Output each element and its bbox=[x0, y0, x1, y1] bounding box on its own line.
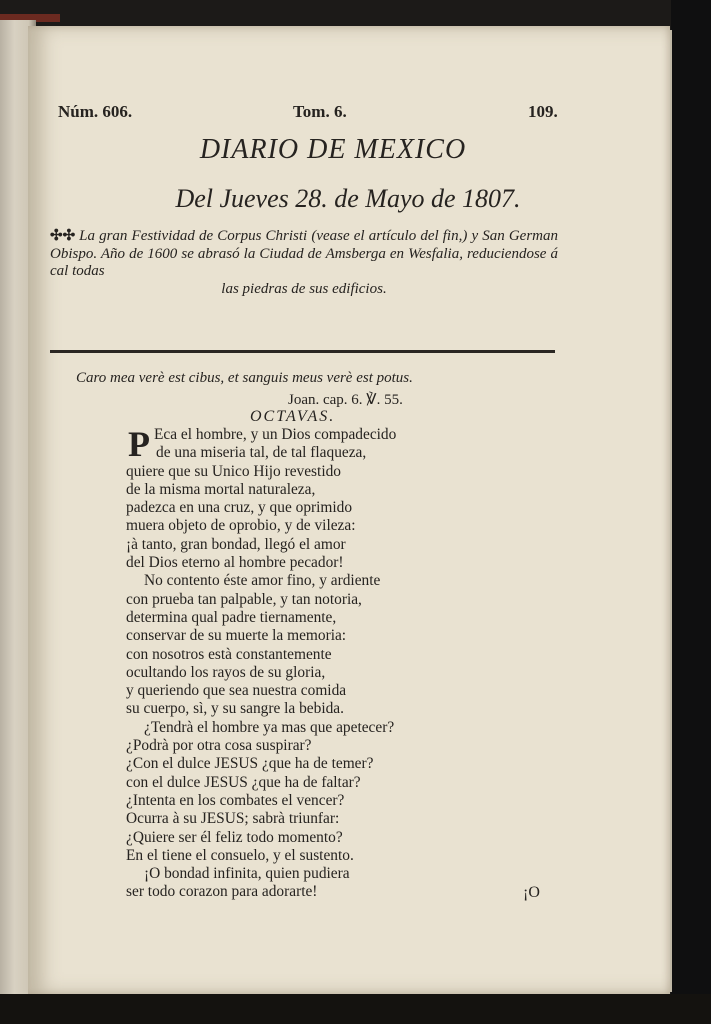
poem-line: En el tiene el consuelo, y el sustento. bbox=[126, 846, 354, 864]
poem-line: con nosotros està constantemente bbox=[126, 645, 332, 663]
poem-heading: OCTAVAS. bbox=[250, 408, 336, 425]
catchword: ¡O bbox=[523, 884, 540, 901]
poem-line: ¿Con el dulce JESUS ¿que ha de temer? bbox=[126, 755, 374, 773]
poem-line: del Dios eterno al hombre pecador! bbox=[126, 554, 344, 572]
divider-rule bbox=[50, 350, 555, 353]
poem-line: ¡O bondad infinita, quien pudiera bbox=[144, 865, 350, 883]
scanner-background bbox=[671, 0, 711, 1024]
poem-line: Eca el hombre, y un Dios compadecido bbox=[154, 426, 397, 443]
poem-line: determina qual padre tiernamente, bbox=[126, 608, 337, 626]
summary-line: Ciudad de Amsberga en Wesfalia, reduciendose á cal todas bbox=[50, 245, 558, 279]
poem-line: de una miseria tal, de tal flaqueza, bbox=[156, 444, 367, 462]
volume-number: Tom. 6. bbox=[293, 102, 347, 121]
latin-epigraph: Caro mea verè est cibus, et sanguis meus verè est potus. bbox=[76, 370, 413, 386]
poem-line: conservar de su muerte la memoria: bbox=[126, 627, 347, 645]
poem-line: ser todo corazon para adorarte! bbox=[126, 883, 318, 901]
poem-body bbox=[126, 426, 506, 902]
poem-line: ¿Intenta en los combates el vencer? bbox=[126, 791, 345, 809]
summary-line: del fin,) y San German Obispo. Año de 1600 se abrasó la bbox=[50, 228, 559, 262]
issue-number: Núm. 606. bbox=[58, 102, 133, 121]
poem-line: ocultando los rayos de su gloria, bbox=[126, 663, 326, 681]
poem-line: y queriendo que sea nuestra comida bbox=[126, 682, 347, 700]
scripture-citation: Joan. cap. 6. ℣. 55. bbox=[288, 392, 403, 408]
cross-mark-icon: ✣✣ bbox=[50, 228, 76, 244]
poem-line: con el dulce JESUS ¿que ha de faltar? bbox=[126, 773, 361, 791]
page-number: 109. bbox=[528, 102, 558, 121]
poem-line: su cuerpo, sì, y su sangre la bebida. bbox=[126, 700, 344, 718]
document-page bbox=[28, 26, 670, 994]
poem-line: Ocurra à su JESUS; sabrà triunfar: bbox=[126, 810, 340, 828]
poem-line: padezca en una cruz, y que oprimido bbox=[126, 499, 353, 517]
day-summary bbox=[50, 228, 558, 298]
poem-line: ¿Podrà por otra cosa suspirar? bbox=[126, 737, 312, 755]
issue-date: Del Jueves 28. de Mayo de 1807. bbox=[175, 184, 521, 213]
poem-line: con prueba tan palpable, y tan notoria, bbox=[126, 590, 362, 608]
summary-line: las piedras de sus edificios. bbox=[221, 280, 387, 297]
poem-line: No contento éste amor fino, y ardiente bbox=[144, 572, 381, 590]
poem-line: ¿Tendrà el hombre ya mas que apetecer? bbox=[144, 718, 395, 736]
poem-line: quiere que su Unico Hijo revestido bbox=[126, 462, 341, 480]
poem-line: muera objeto de oprobio, y de vileza: bbox=[126, 517, 356, 535]
summary-line: La gran Festividad de Corpus Christi (vease el artículo bbox=[79, 228, 417, 244]
drop-cap: P bbox=[128, 424, 150, 464]
poem-line: de la misma mortal naturaleza, bbox=[126, 480, 316, 498]
book-cover-bottom bbox=[0, 994, 711, 1024]
poem-line: ¿Quiere ser él feliz todo momento? bbox=[126, 828, 343, 846]
poem-line: ¡à tanto, gran bondad, llegó el amor bbox=[126, 535, 346, 553]
newspaper-title: DIARIO DE MEXICO bbox=[199, 134, 467, 165]
